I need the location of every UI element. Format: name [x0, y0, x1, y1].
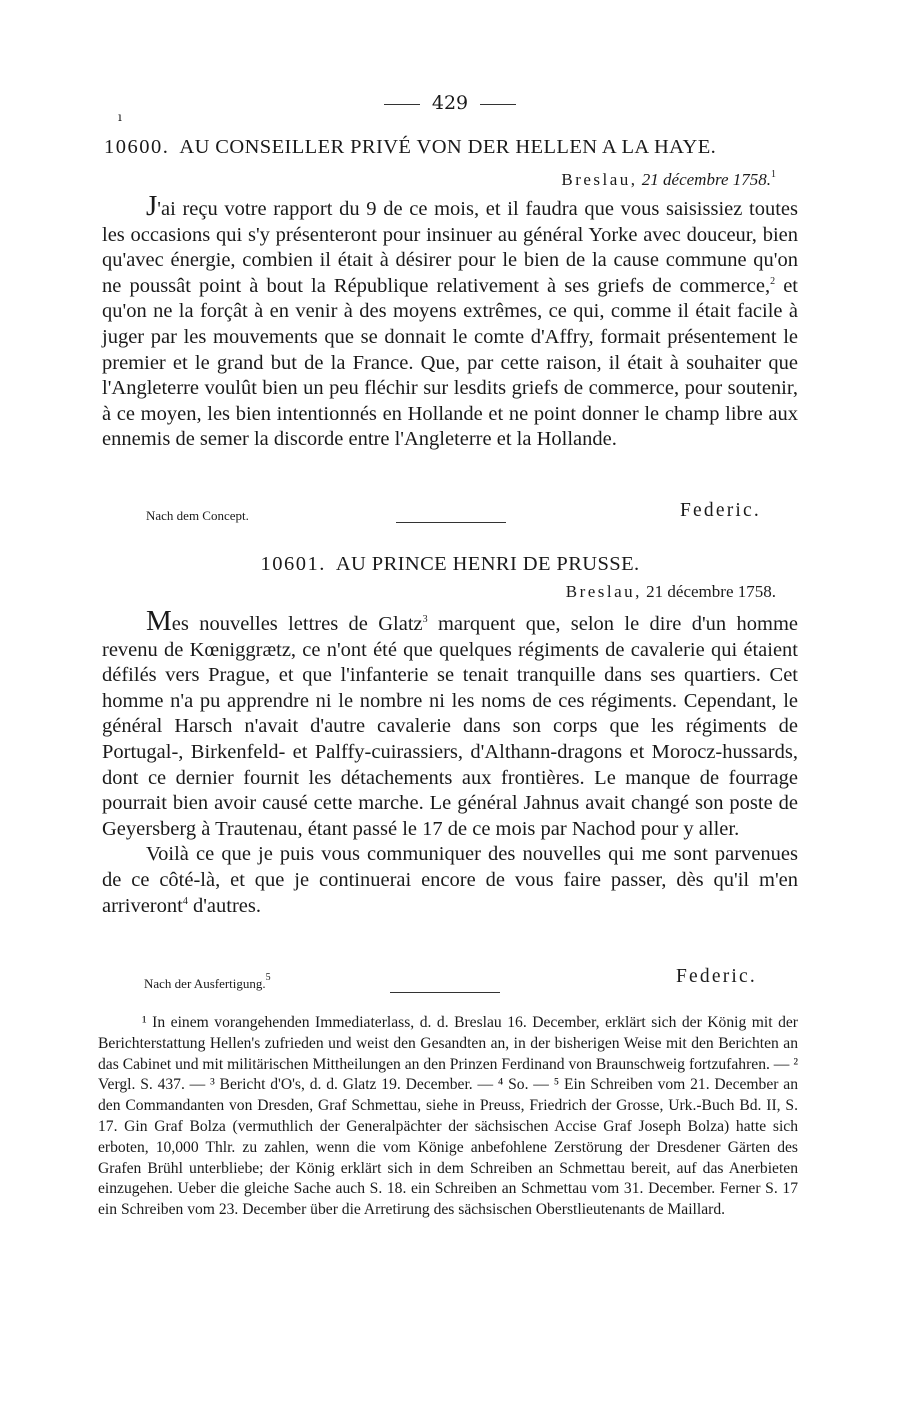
letter-1-date-note: 1	[771, 169, 776, 180]
letter-2-p2-text-b: d'autres.	[187, 894, 261, 917]
letter-2-paragraph-1	[102, 607, 798, 842]
letter-1-heading	[104, 136, 804, 159]
letter-2-ref-3: 3	[422, 614, 428, 625]
letter-1-source: Nach dem Concept.	[146, 508, 249, 523]
letter-2-date: 21 décembre 1758.	[646, 582, 776, 601]
letter-2-rule	[390, 992, 500, 993]
letter-1-dateline	[561, 170, 776, 190]
letter-2-title: AU PRINCE HENRI DE PRUSSE.	[335, 553, 640, 575]
letter-2-source	[144, 972, 271, 992]
letter-2-paragraph-2	[102, 842, 798, 919]
letter-2-source-text: Nach der Ausfertigung.	[144, 976, 266, 991]
page-number	[0, 92, 900, 114]
letter-2-number: 10601.	[260, 553, 326, 575]
letter-1-rule	[396, 522, 506, 523]
stray-mark: ı	[118, 110, 122, 124]
letter-1-body	[102, 192, 798, 453]
letter-1-text-a: 'ai reçu votre rapport du 9 de ce mois, et il faudra que vous saisissiez toutes les occasions qui s'y présenteront pour insinuer au général Yorke avec douceur, bien qu'avec énergie, combien il était à désirer pour le bien de la cause commune qu'on ne poussât point à bout la République relativement à ses griefs de commerce,	[102, 198, 798, 297]
footnotes	[98, 1013, 798, 1221]
letter-1-initial: J	[146, 190, 158, 222]
letter-1-signature: Federic.	[680, 500, 761, 521]
letter-2-p1-text-b: marquent que, selon le dire d'un homme revenu de Kœniggrætz, ce n'ont été que quelques régiments de cavalerie qui étaient défilés vers Prague, et que l'infanterie se tenait tranquille dans ses quartiers. Cet homme n'a pu apprendre ni le nombre ni les noms de ces régiments. Cependant, le général Harsch n'avait d'autre cavalerie dans son corps que les régiments de Portugal-, Birkenfeld- et Palffy-cuirassiers, d'Althann-dragons et Morocz-hussards, dont ce dernier fournit les détachements aux frontières. Le manque de fourrage pourrait bien avoir causé cette marche. Le général Jahnus avait changé son poste de Geyersberg à Trautenau, étant passé le 17 de ce mois par Nachod pour y aller.	[102, 613, 798, 840]
letter-2-place: Breslau,	[565, 582, 642, 601]
letter-1-title: AU CONSEILLER PRIVÉ VON DER HELLEN A LA HAYE.	[179, 136, 717, 158]
letter-2-p2-text-a: Voilà ce que je puis vous communiquer des nouvelles qui me sont parvenues de ce côté-là, et que je continuerai encore de vous faire passer, dès qu'il m'en arriveront	[102, 843, 798, 917]
letter-1-text-b: et qu'on ne la forçât à en venir à des moyens extrêmes, ce qui, comme il était facile à juger par les mouvements que se donnait le comte d'Affry, formait présentement le premier et le grand but de la France. Que, par cette raison, il était à souhaiter que l'Angleterre voulût bien un peu fléchir sur lesdits griefs de commerce, pour soutenir, à ce moyen, les bien intentionnés en Hollande et ne point donner le champ libre aux ennemis de semer la discorde entre l'Angleterre et la Hollande.	[102, 274, 798, 451]
letter-2-ref-4: 4	[182, 895, 188, 907]
letter-1-note-ref: 2	[770, 275, 776, 287]
letter-1-date: 21 décembre 1758.	[641, 170, 771, 189]
letter-1-number: 10600.	[104, 136, 170, 158]
letter-2-signature: Federic.	[676, 966, 757, 987]
letter-1-paragraph	[102, 192, 798, 453]
letter-2-body	[102, 607, 798, 919]
page-number-dash-left	[384, 104, 420, 105]
page-number-dash-right	[480, 104, 516, 105]
letter-2-p1-text-a: es nouvelles lettres de Glatz	[171, 613, 423, 635]
letter-2-heading	[0, 553, 900, 576]
letter-2-source-ref: 5	[265, 972, 271, 983]
footnotes-text: ¹ In einem vorangehenden Immediaterlass, d. d. Breslau 16. December, erklärt sich der König mit der Berichterstattung Hellen's zufrieden und weist den Gesandten an, in der bisherigen Weise mit den Berichten an das Cabinet und mit militärischen Mittheilungen an den Prinzen Ferdinand von Braunschweig fortzufahren. — ² Vergl. S. 437. — ³ Bericht d'O's, d. d. Glatz 19. December. — ⁴ So. — ⁵ Ein Schreiben vom 21. December an den Commandanten von Dresden, Graf Schmettau, siehe in Preuss, Friedrich der Grosse, Urk.-Buch Bd. II, S. 17. Gin Graf Bolza (vermuthlich der Generalpächter der sächsischen Accise Graf Joseph Bolza) hatte sich erboten, 10,000 Thlr. zu zahlen, wenn die vom Könige anbefohlene Zerstörung der Dresdener Gärten des Grafen Brühl unterbliebe; der König erklärt sich in dem Schreiben an Schmettau bereit, auf das Anerbieten einzugehen. Ueber die gleiche Sache auch S. 18. ein Schreiben an Schmettau vom 31. December. Ferner S. 17 ein Schreiben vom 23. December über die Arretirung des sächsischen Oberstlieutenants de Maillard.	[98, 1014, 798, 1219]
letter-2-dateline	[566, 582, 776, 602]
letter-2-initial: M	[146, 605, 172, 637]
letter-1-place: Breslau,	[561, 170, 638, 189]
page-number-text: 429	[431, 92, 469, 114]
